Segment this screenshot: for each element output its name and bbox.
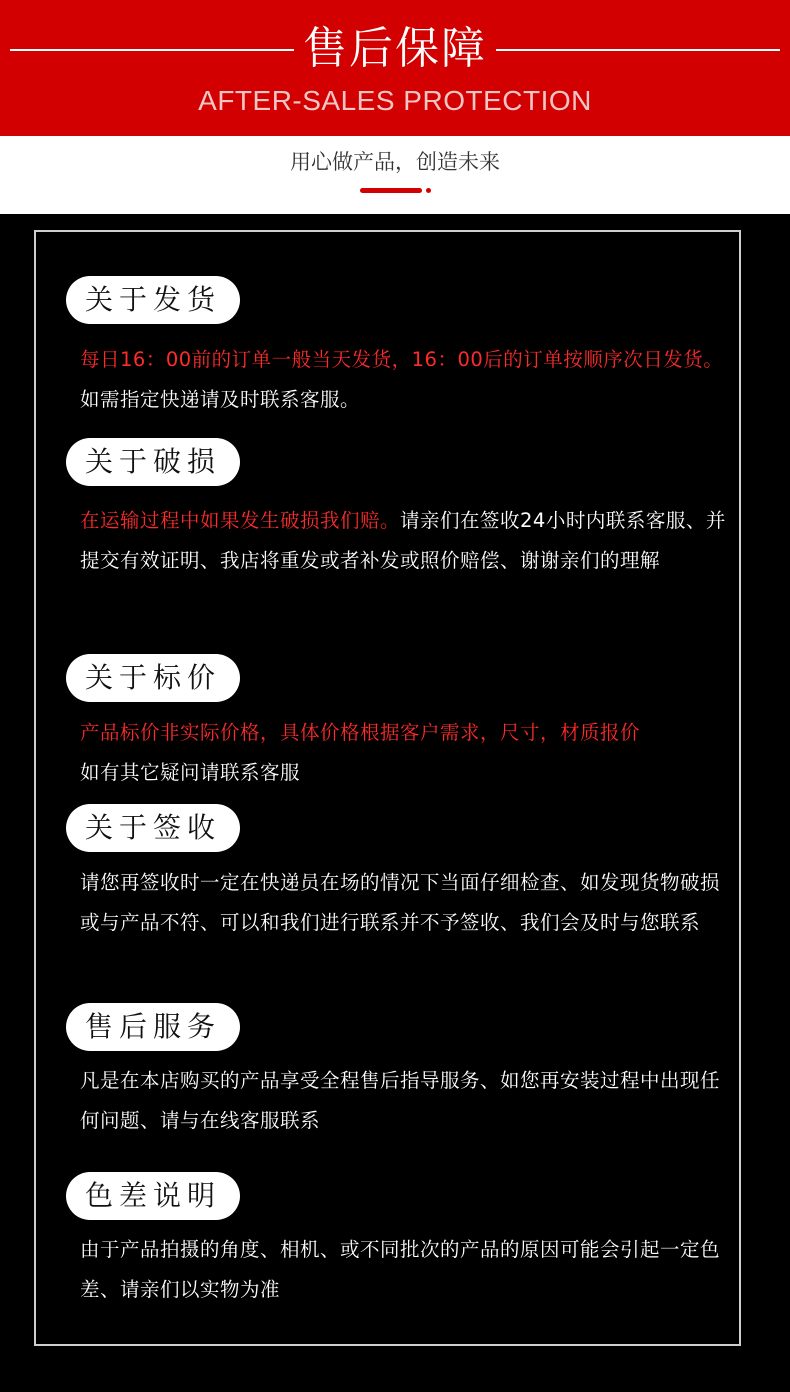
section-title-damage: 关于破损 bbox=[66, 438, 240, 486]
slogan: 用心做产品，创造未来 bbox=[290, 150, 500, 174]
slogan-underline bbox=[360, 188, 422, 193]
section-body-shipping bbox=[80, 340, 730, 420]
header-banner bbox=[0, 0, 790, 136]
section-highlight: 在运输过程中如果发生破损我们赔。 bbox=[80, 509, 401, 532]
section-text: 凡是在本店购买的产品享受全程售后指导服务、如您再安装过程中出现任何问题、请与在线客服联系 bbox=[80, 1069, 721, 1132]
section-text: 如有其它疑问请联系客服 bbox=[80, 761, 301, 784]
page-subtitle: AFTER-SALES PROTECTION bbox=[198, 85, 592, 116]
section-title-color-difference: 色差说明 bbox=[66, 1172, 240, 1220]
section-text: 请您再签收时一定在快递员在场的情况下当面仔细检查、如发现货物破损或与产品不符、可以和我们进行联系并不予签收、我们会及时与您联系 bbox=[80, 871, 721, 934]
section-title-after-sales: 售后服务 bbox=[66, 1003, 240, 1051]
section-body-color-difference bbox=[80, 1230, 730, 1310]
section-title-shipping: 关于发货 bbox=[66, 276, 240, 324]
page-title: 售后保障 bbox=[303, 23, 487, 74]
slogan-dot bbox=[426, 188, 431, 193]
section-body-receipt bbox=[80, 863, 730, 943]
section-body-pricing bbox=[80, 713, 730, 793]
section-highlight: 每日16：00前的订单一般当天发货，16：00后的订单按顺序次日发货。 bbox=[80, 348, 724, 371]
section-title-receipt: 关于签收 bbox=[66, 804, 240, 852]
section-title-pricing: 关于标价 bbox=[66, 654, 240, 702]
section-body-after-sales bbox=[80, 1061, 730, 1141]
slogan-band bbox=[0, 136, 790, 214]
section-highlight: 产品标价非实际价格，具体价格根据客户需求，尺寸，材质报价 bbox=[80, 721, 641, 744]
section-body-damage bbox=[80, 501, 730, 581]
section-text: 由于产品拍摄的角度、相机、或不同批次的产品的原因可能会引起一定色差、请亲们以实物为准 bbox=[80, 1238, 721, 1301]
section-text: 如需指定快递请及时联系客服。 bbox=[80, 388, 361, 411]
section-text: 请亲们在签收24小时内联系客服、并提交有效证明、我店将重发或者补发或照价赔偿、谢谢亲们的理解 bbox=[80, 509, 726, 572]
